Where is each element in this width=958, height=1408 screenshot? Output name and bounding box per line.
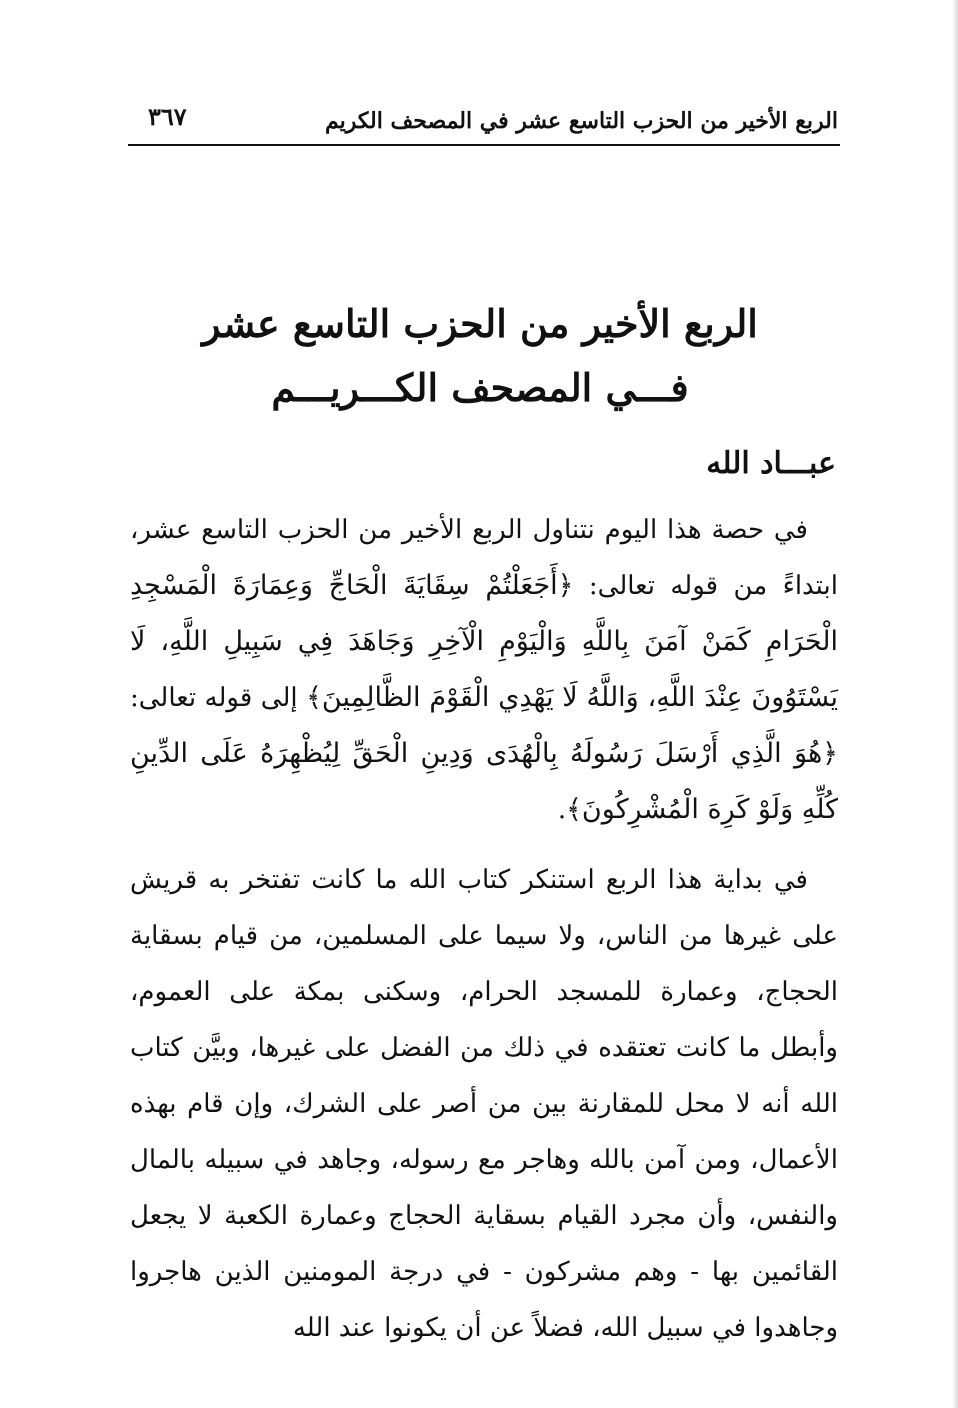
paragraph-2-text: في بداية هذا الربع استنكر كتاب الله ما كانت تفتخر به قريش على غيرها من الناس، ولا سيما على المسلمين، من قيام بسقاية الحجاج، وعمارة للمسجد الحرام، وسكنى بمكة على العموم، وأبطل ما كانت تعتقده في ذلك من الفضل على غيرها، وبيَّن كتاب الله أنه لا محل للمقارنة بين من أصر على الشرك، وإن قام بهذه الأعمال، ومن آمن بالله وهاجر مع رسوله، وجاهد في سبيله بالمال والنفس، وأن مجرد القيام بسقاية الحجاج وعمارة الكعبة لا يجعل القائمين بها - وهم مشركون - في درجة المومنين الذين هاجروا وجاهدوا في سبيل الله، فضلاً عن أن يكونوا عند الله bbox=[130, 865, 838, 1343]
paragraph-2 bbox=[130, 852, 838, 1356]
paragraph-1 bbox=[130, 502, 838, 838]
paragraph-1-end: . bbox=[557, 795, 567, 825]
chapter-title-line-2: فـــي المصحف الكـــريـــم bbox=[271, 365, 689, 410]
paragraph-1-intro: في حصة هذا اليوم نتناول الربع الأخير من الحزب التاسع عشر، ابتداءً من قوله تعالى: bbox=[130, 515, 838, 601]
quran-verse-1: ﴿أَجَعَلْتُمْ سِقَايَةَ الْحَاجِّ وَعِمَارَةَ الْمَسْجِدِ الْحَرَامِ كَمَنْ آمَنَ بِاللَّهِ وَالْيَوْمِ الْآخِرِ وَجَاهَدَ فِي سَبِيلِ اللَّهِ، لَا يَسْتَوُونَ عِنْدَ اللَّهِ، وَاللَّهُ لَا يَهْدِي الْقَوْمَ الظَّالِمِينَ﴾ bbox=[130, 570, 838, 713]
paragraph-1-connector: إلى قوله تعالى: bbox=[130, 683, 298, 713]
page-edge-shadow bbox=[952, 0, 958, 1408]
author-name: عبـــاد الله bbox=[706, 446, 836, 481]
chapter-title-line-1: الربع الأخير من الحزب التاسع عشر bbox=[202, 301, 758, 346]
running-title: الربع الأخير من الحزب التاسع عشر في المصحف الكريم bbox=[325, 108, 838, 134]
quran-verse-2: ﴿هُوَ الَّذِي أَرْسَلَ رَسُولَهُ بِالْهُدَى وَدِينِ الْحَقِّ لِيُظْهِرَهُ عَلَى الدِّينِ كُلِّهِ وَلَوْ كَرِهَ الْمُشْرِكُونَ﴾ bbox=[130, 738, 838, 825]
running-header bbox=[128, 100, 840, 146]
chapter-title bbox=[200, 292, 760, 420]
page-number: ٣٦٧ bbox=[148, 102, 187, 131]
